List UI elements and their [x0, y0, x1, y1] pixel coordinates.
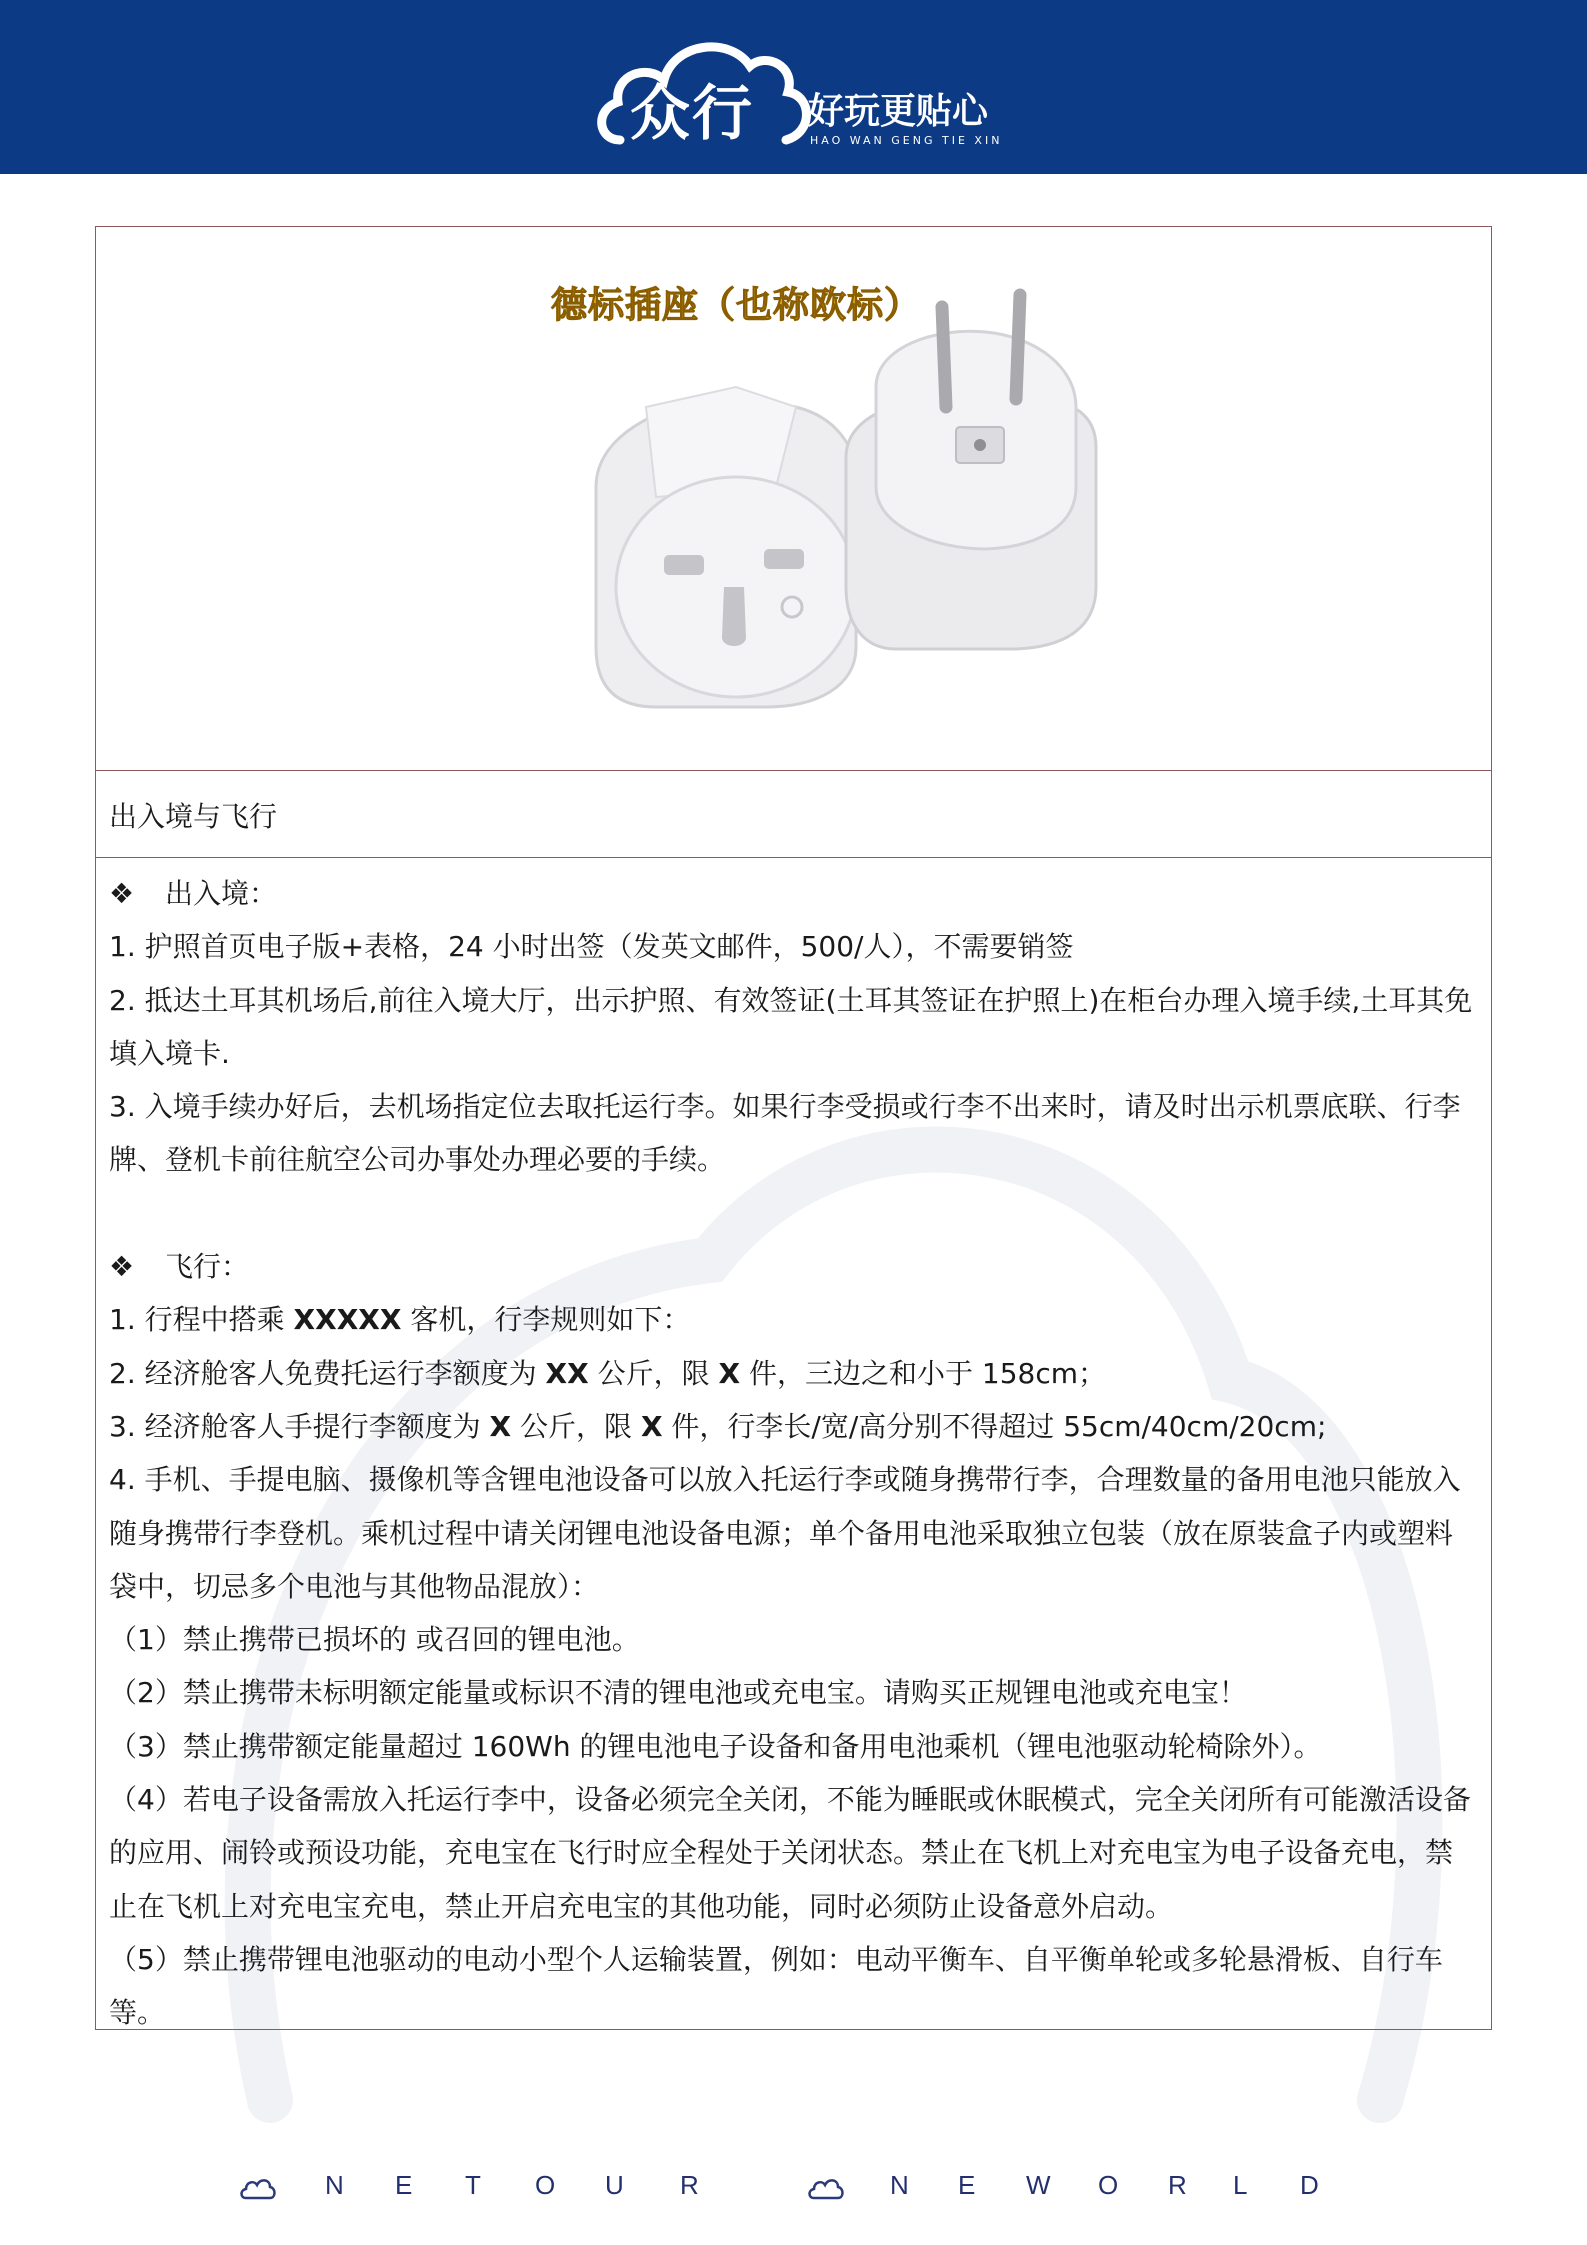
rule-item: （5）禁止携带锂电池驱动的电动小型个人运输装置，例如：电动平衡车、自平衡单轮或多轮悬滑板、自行车等。: [109, 1942, 1443, 2030]
list-item: 1. 行程中搭乘 XXXXX 客机，行李规则如下：: [109, 1303, 691, 1337]
rule-item: （4）若电子设备需放入托运行李中，设备必须完全关闭，不能为睡眠或休眠模式，完全关闭所有可能激活设备的应用、闹铃或预设功能，充电宝在飞行时应全程处于关闭状态。禁止在飞机上对充电宝为电子设备充电，禁止在飞机上对充电宝充电，禁止开启充电宝的其他功能，同时必须防止设备意外启动。: [109, 1783, 1471, 1923]
list-item: 3. 经济舱客人手提行李额度为 X 公斤，限 X 件，行李长/宽/高分别不得超过 55cm/40cm/20cm;: [109, 1409, 1327, 1443]
plug-adapter-photo-icon: [536, 287, 1196, 747]
section-body: [109, 867, 1479, 2040]
logo-main-text: 众行: [630, 79, 754, 149]
section-title: 出入境与飞行: [109, 800, 278, 833]
list-item: 2. 抵达土耳其机场后,前往入境大厅，出示护照、有效签证(土耳其签证在护照上)在柜台办理入境手续,土耳其免填入境卡.: [109, 983, 1473, 1070]
logo-pinyin: HAO WAN GENG TIE XIN: [810, 134, 1003, 147]
footer-letter: W: [1026, 2170, 1051, 2200]
footer-letter: E: [958, 2170, 976, 2200]
footer-letter: O: [535, 2170, 556, 2200]
row-divider: [96, 770, 1491, 771]
rule-item: （1）禁止携带已损坏的 或召回的锂电池。: [109, 1623, 640, 1657]
footer-letter: T: [465, 2170, 481, 2200]
list-item: 4. 手机、手提电脑、摄像机等含锂电池设备可以放入托运行李或随身携带行李，合理数量的备用电池只能放入随身携带行李登机。乘机过程中请关闭锂电池设备电源；单个备用电池采取独立包装（放在原装盒子内或塑料袋中，切忌多个电池与其他物品混放）：: [109, 1463, 1461, 1603]
brand-logo: [590, 22, 1010, 157]
immigration-heading: ❖ 出入境：: [109, 867, 1479, 920]
rule-item: （2）禁止携带未标明额定能量或标识不清的锂电池或充电宝。请购买正规锂电池或充电宝！: [109, 1676, 1247, 1710]
footer-letter: N: [890, 2170, 909, 2200]
cloud-o-icon: [808, 2176, 844, 2202]
diamond-bullet-icon: ❖: [109, 877, 135, 910]
row-divider: [96, 857, 1491, 858]
footer-letter: N: [325, 2170, 344, 2200]
footer-letter: R: [680, 2170, 699, 2200]
spacer: [109, 1187, 1479, 1240]
footer-tagline: [240, 2170, 1360, 2210]
flight-heading: ❖ 飞行：: [109, 1240, 1479, 1293]
content-table: [95, 226, 1492, 2030]
cloud-o-icon: [240, 2176, 276, 2202]
footer-letter: U: [605, 2170, 624, 2200]
footer-letter: D: [1300, 2170, 1319, 2200]
logo-slogan: 好玩更贴心: [808, 91, 989, 132]
footer-letter: L: [1233, 2170, 1248, 2200]
footer-letter: E: [395, 2170, 413, 2200]
list-item: 1. 护照首页电子版+表格，24 小时出签（发英文邮件，500/人），不需要销签: [109, 930, 1074, 964]
list-item: 3. 入境手续办好后，去机场指定位去取托运行李。如果行李受损或行李不出来时，请及时出示机票底联、行李牌、登机卡前往航空公司办事处办理必要的手续。: [109, 1090, 1461, 1177]
footer-letter: R: [1168, 2170, 1187, 2200]
rule-item: （3）禁止携带额定能量超过 160Wh 的锂电池电子设备和备用电池乘机（锂电池驱动轮椅除外）。: [109, 1729, 1322, 1763]
header-banner: [0, 0, 1587, 174]
image-caption: 德标插座（也称欧标）: [551, 285, 922, 326]
diamond-bullet-icon: ❖: [109, 1250, 135, 1284]
footer-letter: O: [1098, 2170, 1119, 2200]
image-cell: [96, 227, 1491, 770]
list-item: 2. 经济舱客人免费托运行李额度为 XX 公斤，限 X 件，三边之和小于 158cm；: [109, 1356, 1107, 1390]
